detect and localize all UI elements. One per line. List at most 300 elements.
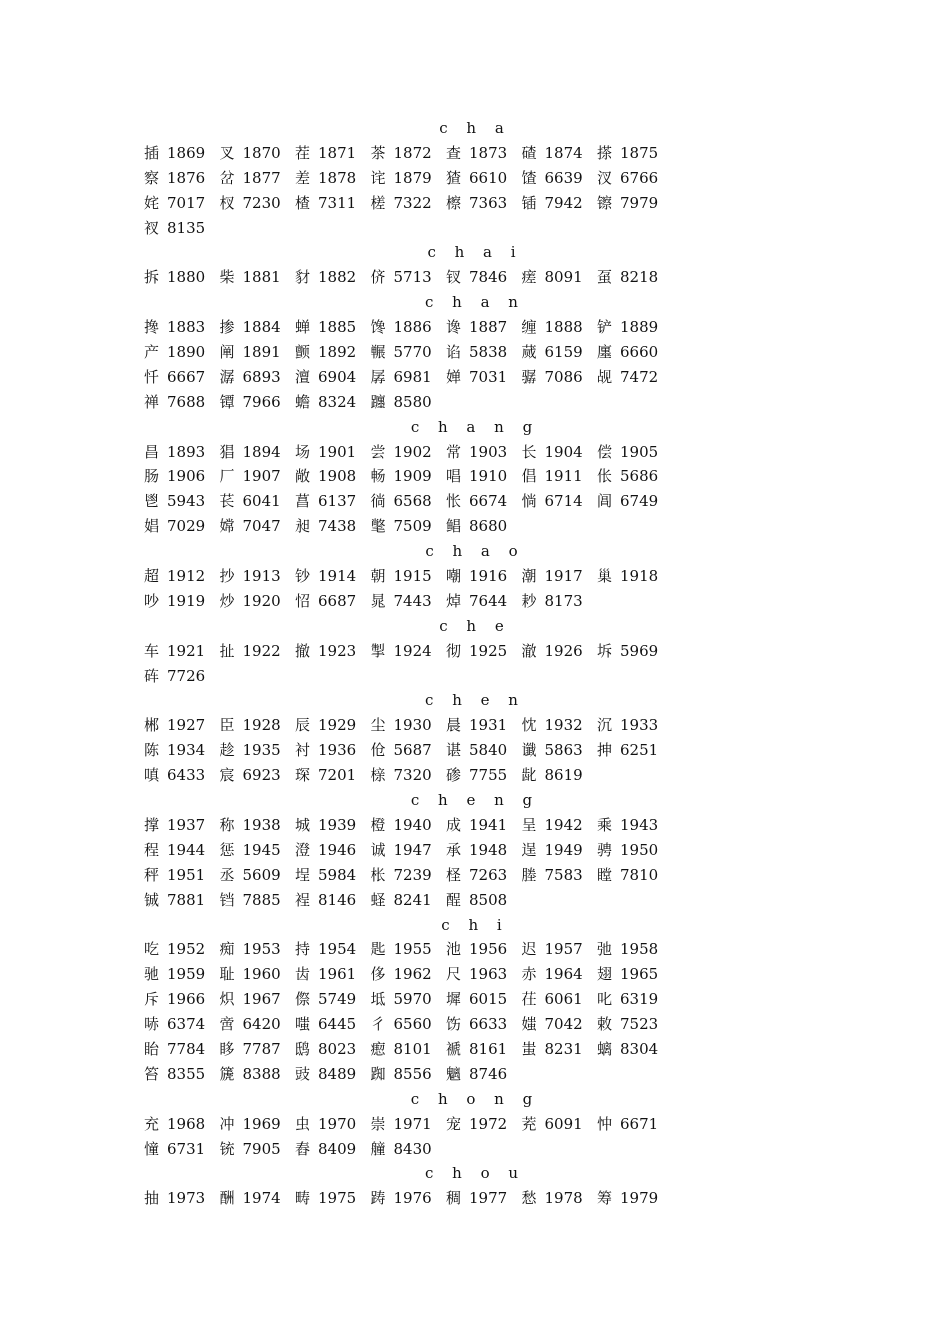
character-code: 6610 — [469, 168, 508, 187]
character-entry — [295, 464, 356, 489]
character-code: 8091 — [544, 268, 583, 287]
character-code: 1894 — [242, 442, 281, 461]
hanzi-character: 馋 — [370, 318, 386, 337]
character-entry — [144, 664, 205, 689]
character-code: 1922 — [242, 641, 281, 660]
hanzi-character: 彳 — [370, 1015, 386, 1034]
character-entry — [597, 713, 658, 738]
character-entry — [446, 763, 507, 788]
character-entry — [371, 564, 432, 589]
character-entry — [295, 1186, 356, 1211]
hanzi-character: 鬯 — [144, 492, 160, 511]
hanzi-character: 谌 — [446, 741, 462, 760]
character-code: 1916 — [469, 567, 508, 586]
character-code: 7688 — [167, 392, 206, 411]
hanzi-character: 搽 — [597, 143, 613, 162]
hanzi-character: 辰 — [295, 716, 311, 735]
character-code: 6667 — [167, 367, 206, 386]
hanzi-character: 砗 — [144, 666, 160, 685]
character-code: 1959 — [167, 965, 206, 984]
hanzi-character: 敞 — [295, 467, 311, 486]
character-entry — [220, 863, 281, 888]
character-code: 7472 — [620, 367, 659, 386]
hanzi-character: 眙 — [144, 1039, 160, 1058]
character-code: 6639 — [544, 168, 583, 187]
hanzi-character: 称 — [219, 815, 235, 834]
character-entry — [597, 564, 658, 589]
character-code: 6091 — [544, 1114, 583, 1133]
pinyin-header: c h a o — [425, 542, 525, 561]
character-code: 1932 — [544, 716, 583, 735]
hanzi-character: 肠 — [144, 467, 160, 486]
character-entry — [220, 315, 281, 340]
character-code: 1870 — [242, 143, 281, 162]
character-entry — [522, 141, 583, 166]
character-code: 6420 — [242, 1015, 281, 1034]
character-code: 7031 — [469, 367, 508, 386]
hanzi-character: 超 — [144, 567, 160, 586]
character-entry — [144, 514, 205, 539]
character-entry — [295, 987, 356, 1012]
hanzi-character: 齿 — [295, 965, 311, 984]
hanzi-character: 场 — [295, 442, 311, 461]
character-code: 8619 — [544, 766, 583, 785]
hanzi-character: 侪 — [370, 268, 386, 287]
character-entry — [522, 738, 583, 763]
hanzi-character: 笞 — [144, 1064, 160, 1083]
hanzi-character: 苌 — [219, 492, 235, 511]
character-entry — [371, 489, 432, 514]
hanzi-character: 柽 — [446, 865, 462, 884]
character-code: 7311 — [318, 193, 357, 212]
character-entry — [446, 315, 507, 340]
character-entry — [522, 713, 583, 738]
character-entry — [295, 1112, 356, 1137]
character-entry — [144, 1186, 205, 1211]
character-code: 1947 — [393, 840, 432, 859]
character-entry — [371, 315, 432, 340]
hanzi-character: 稠 — [446, 1189, 462, 1208]
character-code: 1943 — [620, 815, 659, 834]
character-code: 1872 — [393, 143, 432, 162]
character-entry — [522, 464, 583, 489]
character-code: 8746 — [469, 1064, 508, 1083]
hanzi-character: 敕 — [597, 1015, 613, 1034]
hanzi-character: 茶 — [370, 143, 386, 162]
hanzi-character: 秤 — [144, 865, 160, 884]
character-code: 5770 — [393, 343, 432, 362]
character-entry — [522, 564, 583, 589]
character-entry — [220, 489, 281, 514]
entry-row — [144, 340, 824, 365]
hanzi-character: 怅 — [446, 492, 462, 511]
character-entry — [446, 1112, 507, 1137]
character-entry — [371, 1186, 432, 1211]
character-entry — [220, 265, 281, 290]
character-code: 1940 — [393, 815, 432, 834]
hanzi-character: 诚 — [370, 840, 386, 859]
entry-row — [144, 987, 824, 1012]
entry-row — [144, 514, 824, 539]
hanzi-character: 馇 — [521, 168, 537, 187]
character-entry — [371, 863, 432, 888]
character-code: 6560 — [393, 1015, 432, 1034]
character-entry — [144, 863, 205, 888]
hanzi-character: 唱 — [446, 467, 462, 486]
character-entry — [597, 962, 658, 987]
character-code: 5838 — [469, 343, 508, 362]
character-entry — [446, 489, 507, 514]
hanzi-character: 抽 — [144, 1189, 160, 1208]
character-code: 7029 — [167, 517, 206, 536]
character-entry — [522, 1112, 583, 1137]
character-code: 1879 — [393, 168, 432, 187]
character-code: 1915 — [393, 567, 432, 586]
character-code: 6445 — [318, 1015, 357, 1034]
character-code: 8680 — [469, 517, 508, 536]
character-code: 1937 — [167, 815, 206, 834]
character-entry — [295, 1012, 356, 1037]
character-code: 8146 — [318, 890, 357, 909]
hanzi-character: 斥 — [144, 990, 160, 1009]
character-entry — [597, 1012, 658, 1037]
hanzi-character: 彻 — [446, 641, 462, 660]
hanzi-character: 姹 — [144, 193, 160, 212]
character-entry — [522, 440, 583, 465]
character-code: 1950 — [620, 840, 659, 859]
character-entry — [295, 639, 356, 664]
character-code: 8173 — [544, 591, 583, 610]
character-entry — [144, 390, 205, 415]
character-entry — [597, 141, 658, 166]
character-entry — [371, 838, 432, 863]
hanzi-character: 炒 — [219, 591, 235, 610]
character-code: 1920 — [242, 591, 281, 610]
character-code: 1949 — [544, 840, 583, 859]
hanzi-character: 碴 — [521, 143, 537, 162]
character-entry — [522, 1012, 583, 1037]
hanzi-character: 巢 — [597, 567, 613, 586]
character-code: 1921 — [167, 641, 206, 660]
character-entry — [446, 464, 507, 489]
character-code: 8241 — [393, 890, 432, 909]
character-entry — [371, 589, 432, 614]
character-code: 1929 — [318, 716, 357, 735]
character-code: 6433 — [167, 766, 206, 785]
character-entry — [295, 489, 356, 514]
character-code: 8231 — [544, 1039, 583, 1058]
hanzi-character: 昶 — [295, 517, 311, 536]
entry-row — [144, 141, 824, 166]
hanzi-character: 耻 — [219, 965, 235, 984]
hanzi-character: 哧 — [144, 1015, 160, 1034]
character-entry — [446, 564, 507, 589]
hanzi-character: 嗤 — [295, 1015, 311, 1034]
character-entry — [522, 191, 583, 216]
entry-row — [144, 738, 824, 763]
character-code: 7784 — [167, 1039, 206, 1058]
character-code: 1928 — [242, 716, 281, 735]
character-entry — [295, 365, 356, 390]
hanzi-character: 车 — [144, 641, 160, 660]
character-code: 1970 — [318, 1114, 357, 1133]
hanzi-character: 伥 — [597, 467, 613, 486]
character-entry — [144, 1112, 205, 1137]
entry-row — [144, 664, 824, 689]
character-code: 6041 — [242, 492, 281, 511]
character-entry — [597, 639, 658, 664]
entry-row — [144, 1012, 824, 1037]
character-entry — [597, 987, 658, 1012]
character-code: 6981 — [393, 367, 432, 386]
character-code: 8101 — [393, 1039, 432, 1058]
hanzi-character: 孱 — [370, 367, 386, 386]
hanzi-character: 锸 — [521, 193, 537, 212]
character-entry — [371, 763, 432, 788]
hanzi-character: 沉 — [597, 716, 613, 735]
character-code: 1893 — [167, 442, 206, 461]
entry-row — [144, 489, 824, 514]
character-entry — [295, 440, 356, 465]
hanzi-character: 傺 — [295, 990, 311, 1009]
character-code: 6061 — [544, 990, 583, 1009]
character-code: 1952 — [167, 940, 206, 959]
hanzi-character: 趁 — [219, 741, 235, 760]
entry-row — [144, 888, 824, 913]
character-entry — [597, 464, 658, 489]
hanzi-character: 杈 — [219, 193, 235, 212]
character-entry — [144, 639, 205, 664]
character-code: 1909 — [393, 467, 432, 486]
character-entry — [597, 489, 658, 514]
character-entry — [371, 1137, 432, 1162]
hanzi-character: 畴 — [295, 1189, 311, 1208]
character-code: 1877 — [242, 168, 281, 187]
character-entry — [371, 1062, 432, 1087]
character-code: 1902 — [393, 442, 432, 461]
hanzi-character: 查 — [446, 143, 462, 162]
hanzi-character: 阊 — [597, 492, 613, 511]
character-entry — [446, 863, 507, 888]
character-code: 5943 — [167, 492, 206, 511]
character-code: 5686 — [620, 467, 659, 486]
character-entry — [220, 440, 281, 465]
hanzi-character: 池 — [446, 940, 462, 959]
character-code: 5840 — [469, 741, 508, 760]
character-code: 6671 — [620, 1114, 659, 1133]
character-entry — [371, 166, 432, 191]
character-entry — [144, 713, 205, 738]
character-entry — [220, 738, 281, 763]
character-entry — [144, 1012, 205, 1037]
character-entry — [220, 937, 281, 962]
character-entry — [522, 589, 583, 614]
hanzi-character: 抄 — [219, 567, 235, 586]
character-entry — [295, 738, 356, 763]
hanzi-character: 抻 — [597, 741, 613, 760]
character-code: 1887 — [469, 318, 508, 337]
character-entry — [371, 265, 432, 290]
hanzi-character: 炽 — [219, 990, 235, 1009]
hanzi-character: 拆 — [144, 268, 160, 287]
hanzi-character: 墀 — [446, 990, 462, 1009]
character-code: 7787 — [242, 1039, 281, 1058]
character-code: 1941 — [469, 815, 508, 834]
character-entry — [522, 987, 583, 1012]
hanzi-character: 倡 — [521, 467, 537, 486]
character-entry — [446, 937, 507, 962]
hanzi-character: 澶 — [295, 367, 311, 386]
character-code: 1924 — [393, 641, 432, 660]
character-entry — [371, 340, 432, 365]
hanzi-character: 弛 — [597, 940, 613, 959]
character-code: 1965 — [620, 965, 659, 984]
pinyin-header: c h a i — [427, 243, 523, 262]
character-entry — [446, 1062, 507, 1087]
character-code: 8324 — [318, 392, 357, 411]
hanzi-character: 蚩 — [521, 1039, 537, 1058]
hanzi-character: 成 — [446, 815, 462, 834]
character-entry — [522, 838, 583, 863]
character-code: 1923 — [318, 641, 357, 660]
character-code: 1934 — [167, 741, 206, 760]
character-entry — [220, 962, 281, 987]
character-entry — [446, 813, 507, 838]
hanzi-character: 常 — [446, 442, 462, 461]
hanzi-character: 潺 — [219, 367, 235, 386]
character-code: 7726 — [167, 666, 206, 685]
character-code: 6687 — [318, 591, 357, 610]
character-code: 1919 — [167, 591, 206, 610]
character-entry — [446, 365, 507, 390]
character-entry — [522, 639, 583, 664]
hanzi-character: 柴 — [219, 268, 235, 287]
entry-row — [144, 1137, 824, 1162]
character-code: 1913 — [242, 567, 281, 586]
hanzi-character: 缠 — [521, 318, 537, 337]
character-code: 1972 — [469, 1114, 508, 1133]
hanzi-character: 觇 — [597, 367, 613, 386]
character-entry — [522, 962, 583, 987]
character-entry — [597, 937, 658, 962]
hanzi-character: 嘲 — [446, 567, 462, 586]
character-entry — [144, 464, 205, 489]
character-entry — [597, 1186, 658, 1211]
character-entry — [295, 191, 356, 216]
character-code: 7239 — [393, 865, 432, 884]
hanzi-character: 谗 — [446, 318, 462, 337]
character-code: 7509 — [393, 517, 432, 536]
hanzi-character: 惝 — [521, 492, 537, 511]
hanzi-character: 谶 — [521, 741, 537, 760]
pinyin-header: c h i — [441, 915, 509, 934]
hanzi-character: 禅 — [144, 392, 160, 411]
hanzi-character: 吃 — [144, 940, 160, 959]
character-code: 1889 — [620, 318, 659, 337]
character-entry — [371, 141, 432, 166]
hanzi-character: 驰 — [144, 965, 160, 984]
character-code: 8580 — [393, 392, 432, 411]
character-code: 7263 — [469, 865, 508, 884]
hanzi-character: 宸 — [219, 766, 235, 785]
character-entry — [220, 987, 281, 1012]
character-code: 7644 — [469, 591, 508, 610]
character-entry — [220, 813, 281, 838]
hanzi-character: 褫 — [446, 1039, 462, 1058]
hanzi-character: 昌 — [144, 442, 160, 461]
pinyin-header: c h o u — [424, 1164, 526, 1183]
hanzi-character: 乘 — [597, 815, 613, 834]
entry-row — [144, 713, 824, 738]
hanzi-character: 长 — [521, 442, 537, 461]
character-code: 7942 — [544, 193, 583, 212]
character-code: 1908 — [318, 467, 357, 486]
character-entry — [220, 1137, 281, 1162]
character-entry — [295, 863, 356, 888]
character-entry — [597, 265, 658, 290]
hanzi-character: 琛 — [295, 766, 311, 785]
hanzi-character: 钞 — [295, 567, 311, 586]
character-code: 7230 — [242, 193, 281, 212]
character-code: 7755 — [469, 766, 508, 785]
hanzi-character: 踟 — [370, 1064, 386, 1083]
character-entry — [522, 315, 583, 340]
character-code: 6893 — [242, 367, 281, 386]
character-entry — [597, 863, 658, 888]
character-code: 1956 — [469, 940, 508, 959]
character-code: 5970 — [393, 990, 432, 1009]
hanzi-character: 愁 — [521, 1189, 537, 1208]
entry-row — [144, 838, 824, 863]
character-code: 1944 — [167, 840, 206, 859]
hanzi-character: 廛 — [597, 343, 613, 362]
character-code: 5749 — [318, 990, 357, 1009]
character-code: 7086 — [544, 367, 583, 386]
character-entry — [220, 1012, 281, 1037]
hanzi-character: 媸 — [521, 1015, 537, 1034]
character-entry — [371, 365, 432, 390]
entry-row — [144, 1112, 824, 1137]
character-entry — [220, 1062, 281, 1087]
hanzi-character: 铲 — [597, 318, 613, 337]
entry-row — [144, 315, 824, 340]
hanzi-character: 踌 — [370, 1189, 386, 1208]
pinyin-header: c h a — [439, 119, 511, 137]
hanzi-character: 豉 — [295, 1064, 311, 1083]
hanzi-character: 耖 — [521, 591, 537, 610]
hanzi-character: 茌 — [521, 990, 537, 1009]
character-entry — [446, 514, 507, 539]
hanzi-character: 坻 — [370, 990, 386, 1009]
character-entry — [295, 589, 356, 614]
character-entry — [220, 888, 281, 913]
character-entry — [371, 738, 432, 763]
hanzi-character: 嗔 — [144, 766, 160, 785]
pinyin-header: c h a n g — [410, 417, 540, 436]
hanzi-character: 畅 — [370, 467, 386, 486]
hanzi-character: 迟 — [521, 940, 537, 959]
character-entry — [522, 365, 583, 390]
entry-row — [144, 937, 824, 962]
character-entry — [446, 1037, 507, 1062]
hanzi-character: 蝉 — [295, 318, 311, 337]
hanzi-character: 持 — [295, 940, 311, 959]
character-code: 6015 — [469, 990, 508, 1009]
character-code: 1886 — [393, 318, 432, 337]
hanzi-character: 篪 — [219, 1064, 235, 1083]
hanzi-character: 钗 — [446, 268, 462, 287]
hanzi-character: 榇 — [370, 766, 386, 785]
